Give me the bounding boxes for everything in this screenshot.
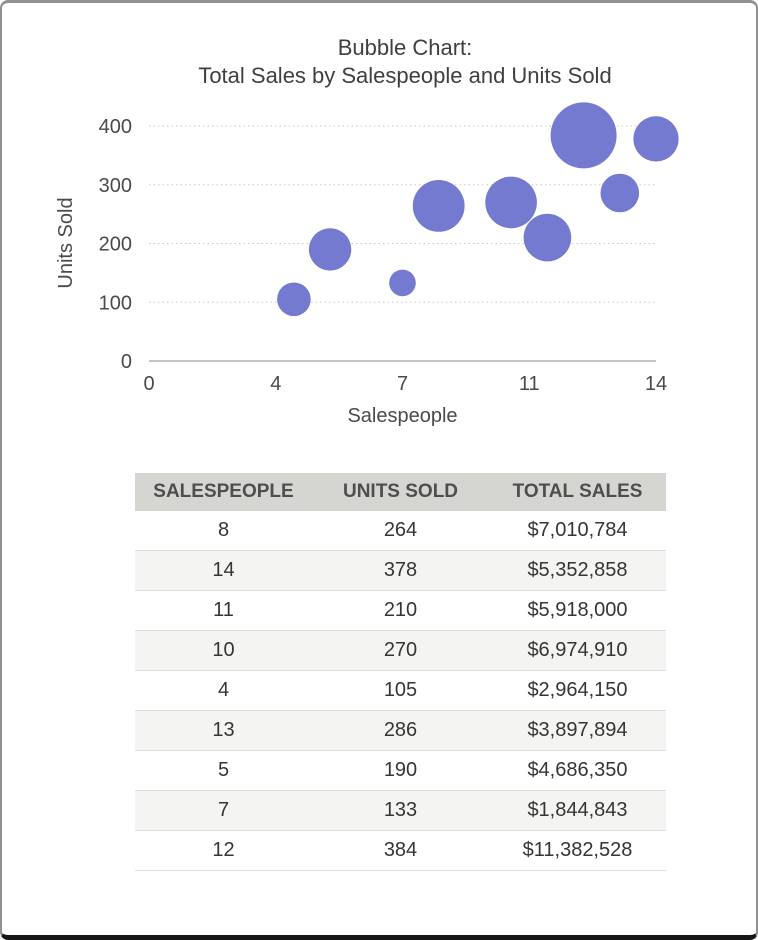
bubble (551, 102, 617, 168)
x-axis-title: Salespeople (347, 405, 458, 427)
cell-units-sold: 105 (312, 671, 489, 711)
bubble (524, 214, 572, 262)
cell-units-sold: 384 (312, 831, 489, 871)
table-header-row (135, 473, 666, 511)
table-row (135, 591, 666, 631)
cell-total-sales: $5,918,000 (489, 591, 666, 631)
cell-units-sold: 264 (312, 511, 489, 551)
cell-units-sold: 270 (312, 631, 489, 671)
cell-salespeople: 11 (135, 591, 312, 631)
table-row (135, 551, 666, 591)
cell-salespeople: 13 (135, 711, 312, 751)
chart-title-line1: Bubble Chart: (337, 35, 473, 60)
bubble (601, 174, 640, 213)
bubble (309, 228, 351, 270)
cell-salespeople: 10 (135, 631, 312, 671)
table-row (135, 631, 666, 671)
bubble (389, 270, 416, 297)
cell-salespeople: 4 (135, 671, 312, 711)
col-header-total-sales: TOTAL SALES (489, 473, 666, 511)
x-tick-label: 7 (396, 373, 409, 395)
cell-total-sales: $3,897,894 (489, 711, 666, 751)
chart-title (26, 34, 758, 90)
cell-salespeople: 7 (135, 791, 312, 831)
cell-units-sold: 190 (312, 751, 489, 791)
x-tick-label: 11 (518, 373, 540, 395)
sales-data-table (135, 473, 666, 871)
table-row (135, 711, 666, 751)
bubble (413, 180, 465, 232)
y-tick-label: 100 (98, 292, 132, 315)
cell-total-sales: $11,382,528 (489, 831, 666, 871)
y-tick-label: 200 (98, 233, 132, 256)
bubble (633, 116, 678, 161)
x-tick-label: 0 (143, 373, 155, 395)
bubble (277, 283, 311, 317)
col-header-salespeople: SALESPEOPLE (135, 473, 312, 511)
y-axis-title: Units Sold (55, 197, 77, 289)
cell-units-sold: 210 (312, 591, 489, 631)
table-row (135, 511, 666, 551)
chart-title-line2: Total Sales by Salespeople and Units Sold (198, 63, 612, 88)
cell-units-sold: 378 (312, 551, 489, 591)
col-header-units-sold: UNITS SOLD (312, 473, 489, 511)
cell-total-sales: $6,974,910 (489, 631, 666, 671)
y-tick-label: 0 (120, 351, 132, 373)
cell-salespeople: 8 (135, 511, 312, 551)
table-row (135, 831, 666, 871)
cell-total-sales: $5,352,858 (489, 551, 666, 591)
y-tick-label: 300 (98, 174, 132, 197)
cell-total-sales: $2,964,150 (489, 671, 666, 711)
table-row (135, 671, 666, 711)
cell-units-sold: 133 (312, 791, 489, 831)
bubble-chart (2, 98, 758, 438)
x-tick-label: 14 (644, 373, 668, 395)
table-row (135, 751, 666, 791)
cell-total-sales: $1,844,843 (489, 791, 666, 831)
cell-salespeople: 5 (135, 751, 312, 791)
y-tick-label: 400 (98, 116, 132, 138)
cell-total-sales: $7,010,784 (489, 511, 666, 551)
x-tick-label: 4 (270, 373, 282, 395)
cell-salespeople: 14 (135, 551, 312, 591)
cell-units-sold: 286 (312, 711, 489, 751)
bubble (485, 177, 537, 229)
cell-total-sales: $4,686,350 (489, 751, 666, 791)
table-row (135, 791, 666, 831)
cell-salespeople: 12 (135, 831, 312, 871)
